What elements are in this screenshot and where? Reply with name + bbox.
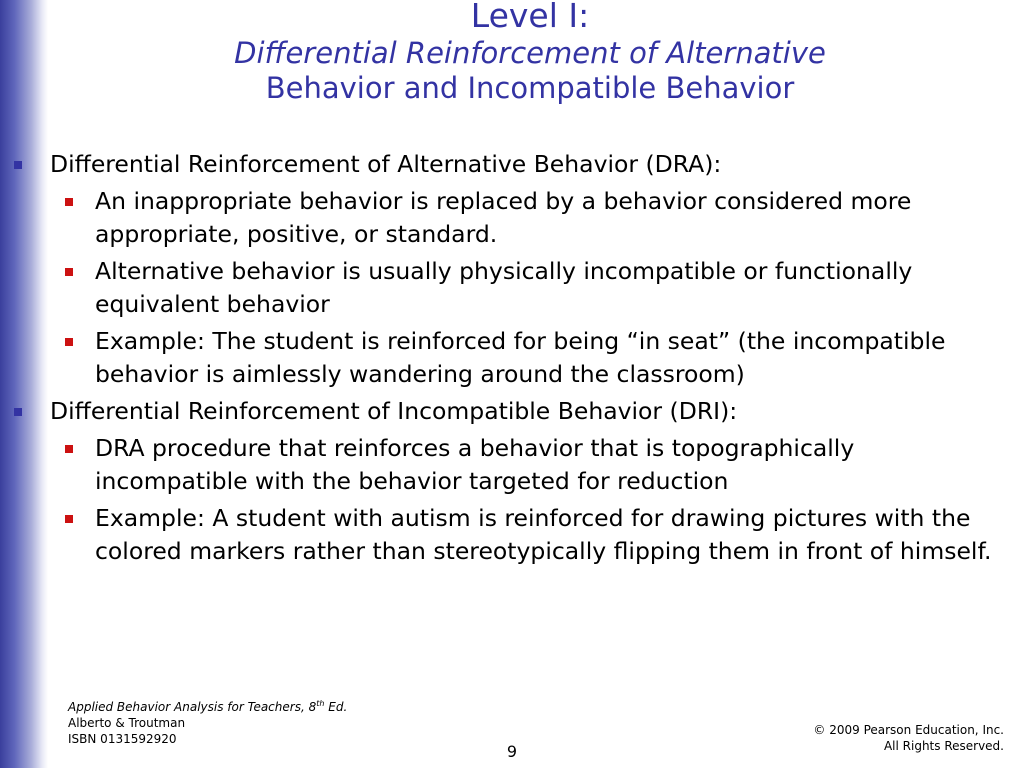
sub-bullet — [12, 325, 1012, 391]
square-bullet-icon — [65, 445, 73, 453]
book-title-text: Applied Behavior Analysis for Teachers, 8 — [68, 700, 317, 714]
title-line-2: Differential Reinforcement of Alternative — [234, 36, 826, 70]
footer-copyright — [813, 722, 1004, 754]
slide-title — [100, 0, 960, 106]
sub-bullet-text: Example: A student with autism is reinforced for drawing pictures with the colored markers rather than stereotypically flipping them in front of himself. — [95, 504, 992, 565]
authors: Alberto & Troutman — [68, 716, 186, 730]
rights-text: All Rights Reserved. — [883, 739, 1004, 753]
isbn: ISBN 0131592920 — [68, 732, 177, 746]
square-bullet-icon — [65, 268, 73, 276]
edition-suffix: Ed. — [324, 700, 348, 714]
sub-bullet-text: DRA procedure that reinforces a behavior that is topographically incompatible with the behavior targeted for reduction — [95, 434, 855, 495]
sub-bullet-text: Alternative behavior is usually physically incompatible or functionally equivalent behavior — [95, 257, 913, 318]
bullet-dri — [12, 395, 1012, 428]
square-bullet-icon — [65, 198, 73, 206]
copyright-text: © 2009 Pearson Education, Inc. — [813, 723, 1004, 737]
sub-bullet-text: An inappropriate behavior is replaced by a behavior considered more appropriate, positive, or standard. — [95, 187, 912, 248]
square-bullet-icon — [65, 338, 73, 346]
sub-bullet — [12, 255, 1012, 321]
title-line-3: Behavior and Incompatible Behavior — [265, 71, 795, 105]
bullet-dra — [12, 148, 1012, 181]
sub-bullet — [12, 432, 1012, 498]
edition-superscript: th — [316, 699, 325, 708]
square-bullet-icon — [65, 515, 73, 523]
slide-body — [12, 148, 1012, 572]
sub-bullet — [12, 502, 1012, 568]
square-bullet-icon — [14, 408, 22, 416]
bullet-text: Differential Reinforcement of Alternative Behavior (DRA): — [50, 150, 722, 178]
square-bullet-icon — [14, 161, 22, 169]
sub-bullet-text: Example: The student is reinforced for being “in seat” (the incompatible behavior is aimlessly wandering around the classroom) — [95, 327, 946, 388]
sub-bullet — [12, 185, 1012, 251]
bullet-text: Differential Reinforcement of Incompatible Behavior (DRI): — [50, 397, 738, 425]
book-title — [68, 696, 347, 715]
title-line-1: Level I: — [470, 0, 590, 35]
footer-citation — [68, 696, 347, 747]
page-number: 9 — [506, 742, 518, 761]
